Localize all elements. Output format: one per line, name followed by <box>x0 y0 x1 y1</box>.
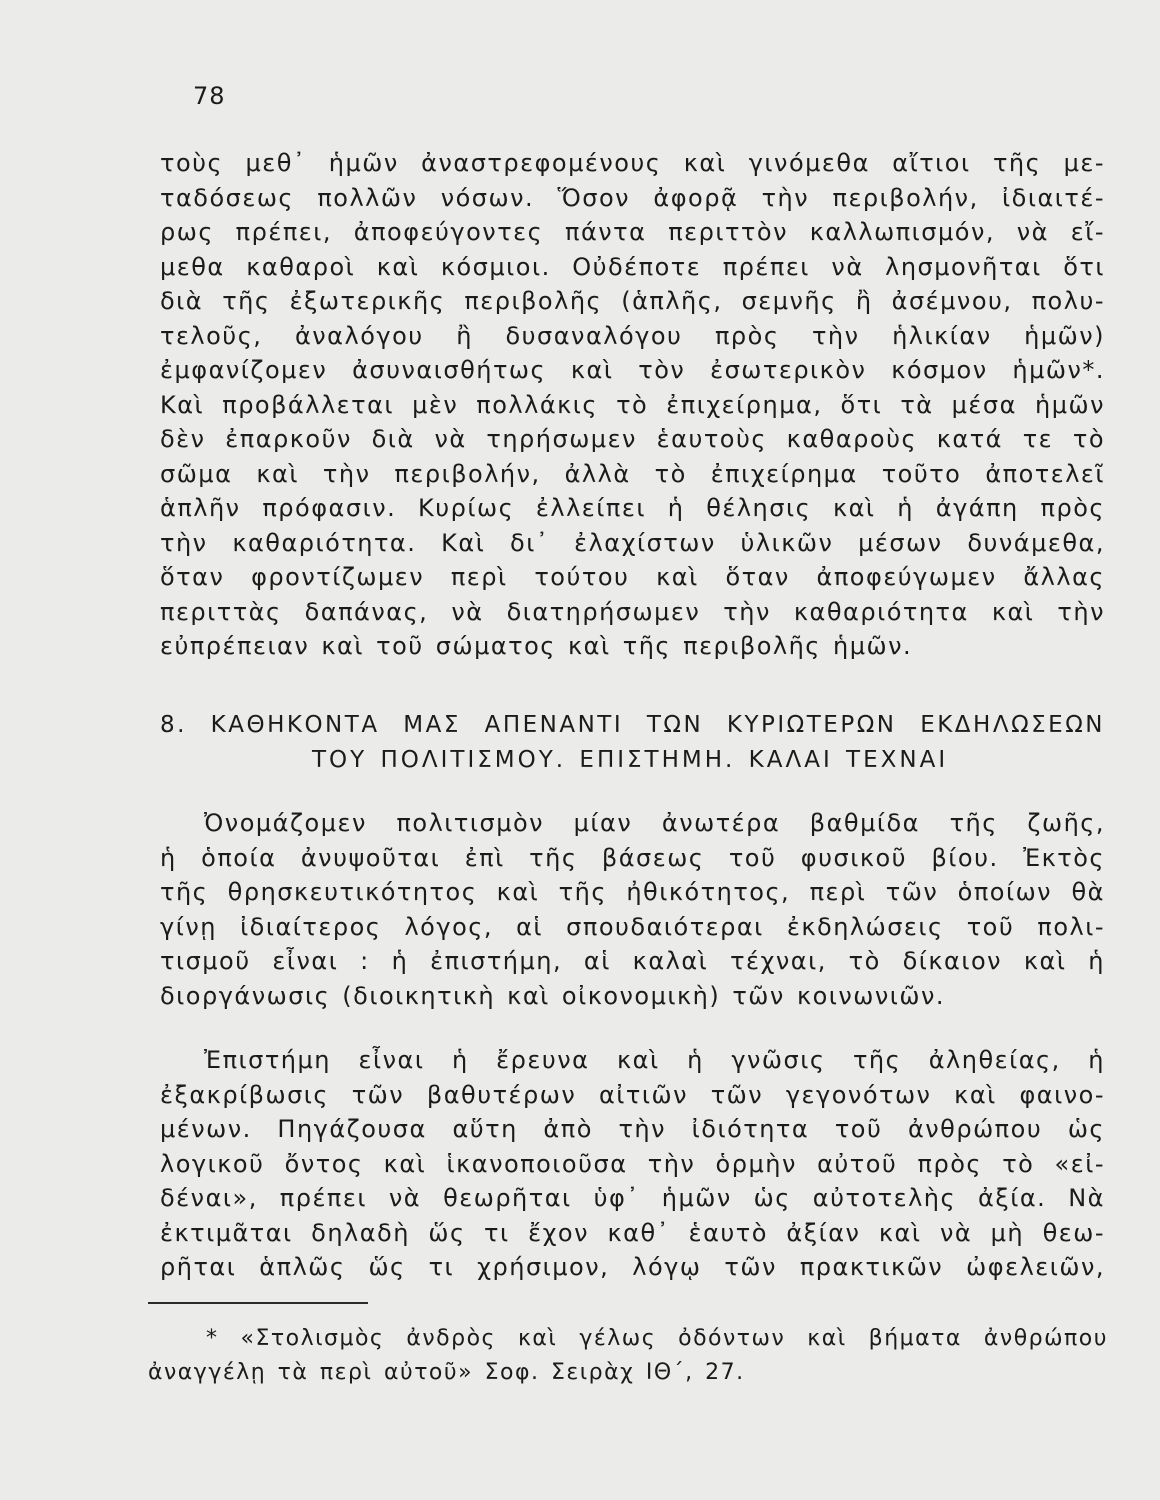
text-line: ἐκτιμᾶται δηλαδὴ ὥς τι ἔχον καθ᾽ ἑαυτὸ ἀξίαν καὶ νὰ μὴ θεω- <box>160 1218 1105 1247</box>
paragraph-science <box>160 1043 1105 1285</box>
text-line: Ὀνομάζομεν πολιτισμὸν μίαν ἀνωτέρα βαθμίδα τῆς ζωῆς, <box>204 809 1105 837</box>
text-line: περιττὰς δαπάνας, νὰ διατηρήσωμεν τὴν καθαριότητα καὶ τὴν <box>160 597 1105 626</box>
text-line: ρως πρέπει, ἀποφεύγοντες πάντα περιττὸν καλλωπισμόν, νὰ εἴ- <box>160 218 1105 246</box>
paragraph-civilization <box>160 806 1105 1013</box>
text-line: Καὶ προβάλλεται μὲν πολλάκις τὸ ἐπιχείρημα, ὅτι τὰ μέσα ἡμῶν <box>160 390 1105 419</box>
text-line: ρῆται ἁπλῶς ὥς τι χρήσιμον, λόγῳ τῶν πρακτικῶν ὠφελειῶν, <box>160 1253 1105 1281</box>
text-line: ἐξακρίβωσις τῶν βαθυτέρων αἰτιῶν τῶν γεγονότων καὶ φαινο- <box>160 1080 1105 1109</box>
text-line: δὲν ἐπαρκοῦν διὰ νὰ τηρήσωμεν ἑαυτοὺς καθαροὺς κατά τε τὸ <box>160 425 1105 453</box>
text-line: ἐμφανίζομεν ἀσυναισθήτως καὶ τὸν ἐσωτερικὸν κόσμον ἡμῶν*. <box>160 356 1105 384</box>
footnote-divider <box>148 1302 368 1304</box>
footnote-line: ἀναγγέλῃ τὰ περὶ αὐτοῦ» Σοφ. Σειρὰχ ΙΘ΄, 27. <box>148 1360 745 1385</box>
text-line: ἁπλῆν πρόφασιν. Κυρίως ἐλλείπει ἡ θέλησις καὶ ἡ ἀγάπη πρὸς <box>160 494 1105 522</box>
section-heading-line-1: 8. ΚΑΘΗΚΟΝΤΑ ΜΑΣ ΑΠΕΝΑΝΤΙ ΤΩΝ ΚΥΡΙΩΤΕΡΩΝ ΕΚΔΗΛΩΣΕΩΝ <box>160 712 1105 738</box>
text-line: ἡ ὁποία ἀνυψοῦται ἐπὶ τῆς βάσεως τοῦ φυσικοῦ βίου. Ἐκτὸς <box>160 843 1105 872</box>
footnote <box>148 1322 1108 1390</box>
text-line: γίνῃ ἰδιαίτερος λόγος, αἱ σπουδαιότεραι ἐκδηλώσεις τοῦ πολι- <box>160 912 1105 941</box>
text-line: τελοῦς, ἀναλόγου ἢ δυσαναλόγου πρὸς τὴν ἡλικίαν ἡμῶν) <box>160 321 1105 350</box>
section-heading <box>160 708 1105 778</box>
text-line: τισμοῦ εἶναι : ἡ ἐπιστήμη, αἱ καλαὶ τέχναι, τὸ δίκαιον καὶ ἡ <box>160 947 1105 975</box>
text-line: δέναι», πρέπει νὰ θεωρῆται ὑφ᾽ ἡμῶν ὡς αὐτοτελὴς ἀξία. Νὰ <box>160 1184 1105 1212</box>
paragraph-cleanliness <box>160 146 1105 664</box>
text-line: τοὺς μεθ᾽ ἡμῶν ἀναστρεφομένους καὶ γινόμεθα αἴτιοι τῆς με- <box>160 149 1105 177</box>
text-line: τῆς θρησκευτικότητος καὶ τῆς ἠθικότητος, περὶ τῶν ὁποίων θὰ <box>160 878 1105 906</box>
text-line: μένων. Πηγάζουσα αὕτη ἀπὸ τὴν ἰδιότητα τοῦ ἀνθρώπου ὡς <box>160 1115 1105 1143</box>
footnote-line: * «Στολισμὸς ἀνδρὸς καὶ γέλως ὀδόντων καὶ βήματα ἀνθρώπου <box>206 1326 1108 1351</box>
text-line: μεθα καθαροὶ καὶ κόσμιοι. Οὐδέποτε πρέπει νὰ λησμονῆται ὅτι <box>160 252 1105 281</box>
text-line: εὐπρέπειαν καὶ τοῦ σώματος καὶ τῆς περιβολῆς ἡμῶν. <box>160 632 913 660</box>
text-line: Ἐπιστήμη εἶναι ἡ ἔρευνα καὶ ἡ γνῶσις τῆς ἀληθείας, ἡ <box>204 1046 1105 1074</box>
text-line: ὅταν φροντίζωμεν περὶ τούτου καὶ ὅταν ἀποφεύγωμεν ἄλλας <box>160 563 1105 591</box>
text-line: διοργάνωσις (διοικητικὴ καὶ οἰκονομικὴ) τῶν κοινωνιῶν. <box>160 981 946 1010</box>
text-line: σῶμα καὶ τὴν περιβολήν, ἀλλὰ τὸ ἐπιχείρημα τοῦτο ἀποτελεῖ <box>160 459 1105 488</box>
text-line: ταδόσεως πολλῶν νόσων. Ὅσον ἀφορᾷ τὴν περιβολήν, ἰδιαιτέ- <box>160 183 1105 212</box>
text-line: τὴν καθαριότητα. Καὶ δι᾽ ἐλαχίστων ὑλικῶν μέσων δυνάμεθα, <box>160 528 1105 557</box>
page-number: 78 <box>193 82 226 110</box>
text-line: λογικοῦ ὄντος καὶ ἱκανοποιοῦσα τὴν ὁρμὴν αὐτοῦ πρὸς τὸ «εἰ- <box>160 1149 1105 1178</box>
section-heading-line-2: ΤΟΥ ΠΟΛΙΤΙΣΜΟΥ. ΕΠΙΣΤΗΜΗ. ΚΑΛΑΙ ΤΕΧΝΑΙ <box>312 747 949 773</box>
text-line: διὰ τῆς ἐξωτερικῆς περιβολῆς (ἁπλῆς, σεμνῆς ἢ ἀσέμνου, πολυ- <box>160 287 1105 315</box>
